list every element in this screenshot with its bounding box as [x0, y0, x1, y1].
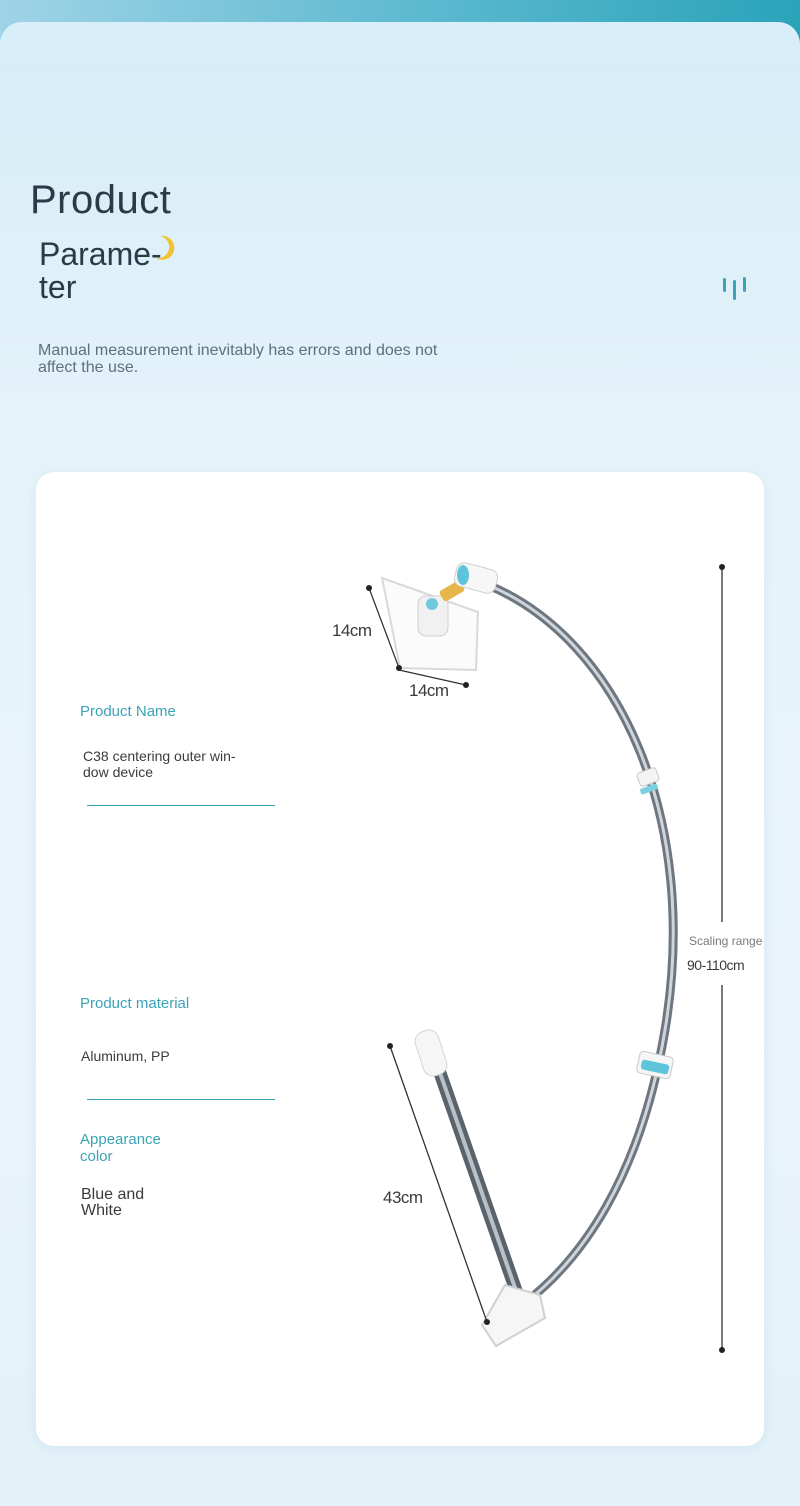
head-side-b-label: 14cm	[409, 681, 449, 700]
product-name-line-1: C38 centering outer win-	[83, 748, 236, 764]
subtitle-line-2: ter	[39, 269, 77, 305]
color-label-line-2: color	[80, 1148, 113, 1165]
material-value: Aluminum, PP	[81, 1048, 170, 1064]
material-label: Product material	[80, 995, 190, 1012]
color-value-line-1: Blue and	[81, 1186, 145, 1203]
scaling-range-label: Scaling range	[689, 934, 763, 948]
measurement-note: Manual measurement inevitably has errors and does not affect the use.	[38, 342, 438, 376]
product-name-line-2: dow device	[83, 764, 154, 780]
page-title: Product	[30, 178, 172, 222]
handle-length-label: 43cm	[383, 1188, 423, 1207]
scaling-range-value: 90-110cm	[687, 957, 745, 973]
color-label-line-1: Appearance	[80, 1131, 161, 1148]
subtitle-line-1: Parame-	[39, 236, 162, 272]
product-name-label: Product Name	[80, 703, 176, 720]
pole-clip	[636, 1051, 674, 1080]
mop-head	[382, 561, 499, 670]
curved-pole	[488, 585, 673, 1302]
color-value-line-2: White	[81, 1202, 122, 1219]
head-side-a-label: 14cm	[332, 621, 372, 640]
